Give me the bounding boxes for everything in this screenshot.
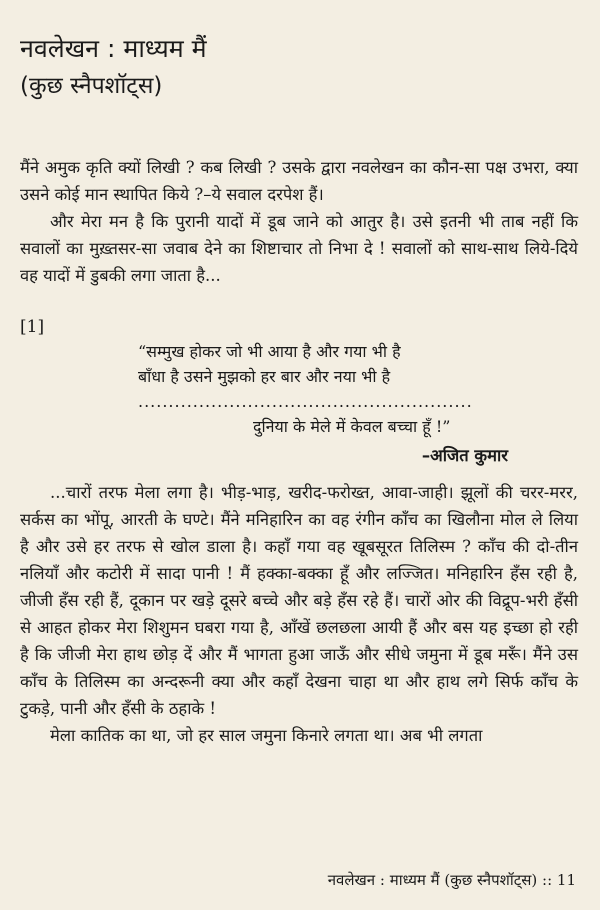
chapter-subtitle: (कुछ स्नैपशॉट्स) [20,73,163,99]
paragraph-4: मेला कातिक का था, जो हर साल जमुना किनारे लगता था। अब भी लगता [50,726,483,745]
poem-quote [138,339,578,439]
paragraph-3: ...चारों तरफ मेला लगा है। भीड़-भाड़, खरीद-फरोख्त, आवा-जाही। झूलों की चरर-मरर, सर्कस का भोंपू, आरती के घण्टे। मैंने मनिहारिन का वह रंगीन काँच का खिलौना मोल ले लिया है और उसे हर तरफ से खोल डाला है। कहाँ गया वह खूबसूरत तिलिस्म ? काँच की दो-तीन नलियाँ और कटोरी में सादा पानी ! मैं हक्का-बक्का हूँ और लज्जित। मनिहारिन हँस रही है, जीजी हँस रही हैं, दूकान पर खड़े दूसरे बच्चे और बड़े हँस रहे हैं। चारों ओर की विद्रूप-भरी हँसी से आहत होकर मेरा शिशुमन घबरा गया है, आँखें छलछला आयी हैं और बस यह इच्छा हो रही है कि जीजी मेरा हाथ छोड़ दें और मैं भागता हुआ जाऊँ और सीधे जमुना में डूब मरूँ। मैंने उस काँच के तिलिस्म का अन्दरूनी क्या और कहाँ देखना चाहा था और हाथ लगे सिर्फ काँच के टुकड़े, पानी और हँसी के ठहाके ! [20,483,578,718]
chapter-title: नवलेखन : माध्यम मैं [20,34,207,63]
poem-author: –अजित कुमार [421,446,508,465]
running-footer: नवलेखन : माध्यम मैं (कुछ स्नैपशॉट्स) :: 11 [327,871,576,889]
poem-ellipsis: ....................................................... [138,392,473,411]
section-marker: [1] [20,317,45,337]
poem-line-3: दुनिया के मेले में केवल बच्चा हूँ !” [253,417,451,436]
paragraph-1: मैंने अमुक कृति क्यों लिखी ? कब लिखी ? उसके द्वारा नवलेखन का कौन-सा पक्ष उभरा, क्या उसने कोई मान स्थापित किये ?–ये सवाल दरपेश हैं। [20,158,578,204]
poem-line-1: “सम्मुख होकर जो भी आया है और गया भी है [138,342,401,361]
paragraph-2: और मेरा मन है कि पुरानी यादों में डूब जाने को आतुर है। उसे इतनी भी ताब नहीं कि सवालों का मुख़्तसर-सा जवाब देने का शिष्टाचार तो निभा दे ! सवालों को साथ-साथ लिये-दिये वह यादों में डुबकी लगा जाता है... [20,212,578,285]
poem-line-2: बाँधा है उसने मुझको हर बार और नया भी है [138,367,391,386]
